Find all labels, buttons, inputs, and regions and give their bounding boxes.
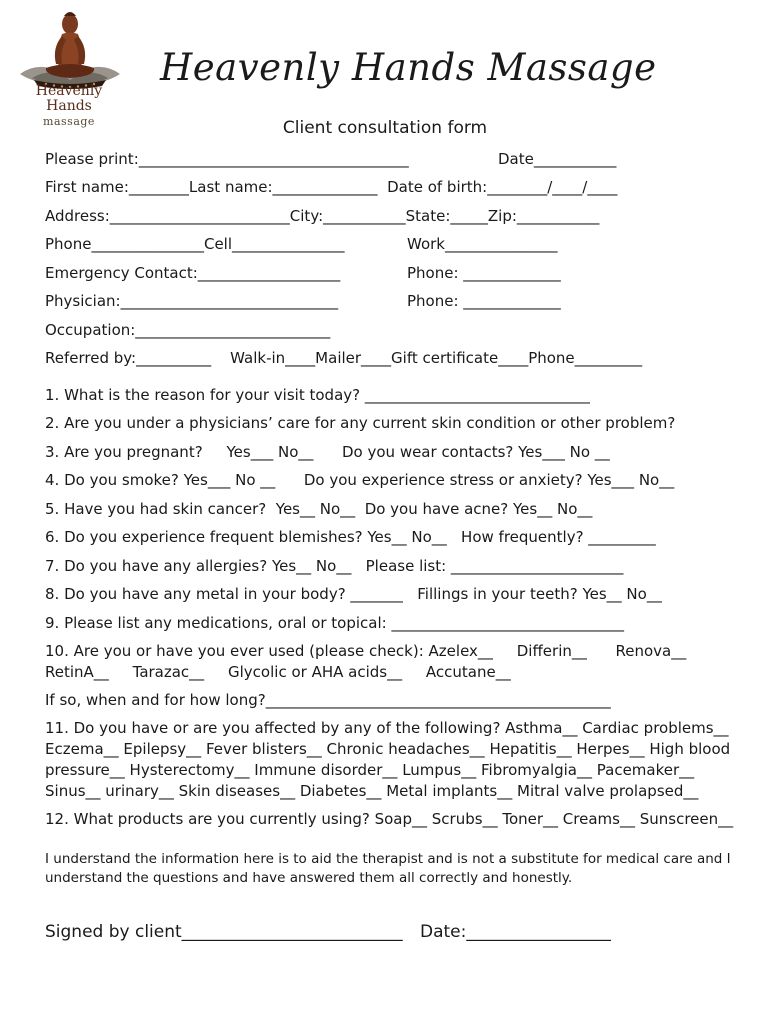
work-phone-field[interactable]: Work_______________ [407,235,558,253]
referred-by-row[interactable]: Referred by:__________ Walk-in____Mailer____Gift certificate____Phone_________ [45,349,643,367]
question-1[interactable]: 1. What is the reason for your visit today? ______________________________ [45,386,590,404]
emergency-contact-field[interactable]: Emergency Contact:___________________ [45,264,341,282]
logo-subtitle: massage [43,115,95,128]
question-12[interactable]: 12. What products are you currently using? Soap__ Scrubs__ Toner__ Creams__ Sunscreen__ [45,810,734,828]
physician-phone-field[interactable]: Phone: _____________ [407,292,561,310]
phone-cell-row[interactable]: Phone_______________Cell_______________ [45,235,345,253]
question-10-line-1[interactable]: 10. Are you or have you ever used (please check): Azelex__ Differin__ Renova__ [45,642,687,660]
physician-field[interactable]: Physician:_____________________________ [45,292,339,310]
consent-statement: I understand the information here is to aid the therapist and is not a substitute for medical care and I understand the questions and have answered them all correctly and honestly. [45,851,731,886]
question-8[interactable]: 8. Do you have any metal in your body? _______ Fillings in your teeth? Yes__ No__ [45,585,662,603]
client-signature-field[interactable]: Signed by client__________________________ [45,922,403,942]
signature-date-field[interactable]: Date:_________________ [420,922,611,942]
address-row[interactable]: Address:________________________City:___________State:_____Zip:___________ [45,207,600,225]
please-print-field[interactable]: Please print:____________________________________ [45,150,409,168]
question-5[interactable]: 5. Have you had skin cancer? Yes__ No__ Do you have acne? Yes__ No__ [45,500,593,518]
page-title: Heavenly Hands Massage [160,46,657,89]
logo-name: Heavenly Hands [35,83,103,114]
question-10-line-2[interactable]: RetinA__ Tarazac__ Glycolic or AHA acids__ Accutane__ [45,663,511,681]
question-4[interactable]: 4. Do you smoke? Yes___ No __ Do you experience stress or anxiety? Yes___ No__ [45,471,675,489]
form-subtitle: Client consultation form [282,118,488,138]
occupation-field[interactable]: Occupation:__________________________ [45,321,331,339]
date-field[interactable]: Date___________ [498,150,617,168]
question-11[interactable]: 11. Do you have or are you affected by any of the following? Asthma__ Cardiac problems__ Eczema__ Epilepsy__ Fever blisters__ Chronic headaches__ Hepatitis__ Herpes__ High blood pressure__ Hysterectomy__ Immune disorder__ Lumpus__ Fibromyalgia__ Pacemaker__ Sinus__ urinary__ Skin diseases__ Diabetes__ Metal implants__ Mitral valve prolapsed__ [45,719,731,800]
question-3[interactable]: 3. Are you pregnant? Yes___ No__ Do you wear contacts? Yes___ No __ [45,443,610,461]
name-dob-row[interactable]: First name:________Last name:______________ Date of birth:________/____/____ [45,178,618,196]
question-10-followup[interactable]: If so, when and for how long?______________________________________________ [45,691,611,709]
question-9[interactable]: 9. Please list any medications, oral or topical: _______________________________ [45,614,624,632]
question-6[interactable]: 6. Do you experience frequent blemishes? Yes__ No__ How frequently? _________ [45,528,656,546]
emergency-phone-field[interactable]: Phone: _____________ [407,264,561,282]
question-2: 2. Are you under a physicians’ care for any current skin condition or other problem? [45,414,676,432]
question-7[interactable]: 7. Do you have any allergies? Yes__ No__ Please list: _______________________ [45,557,624,575]
